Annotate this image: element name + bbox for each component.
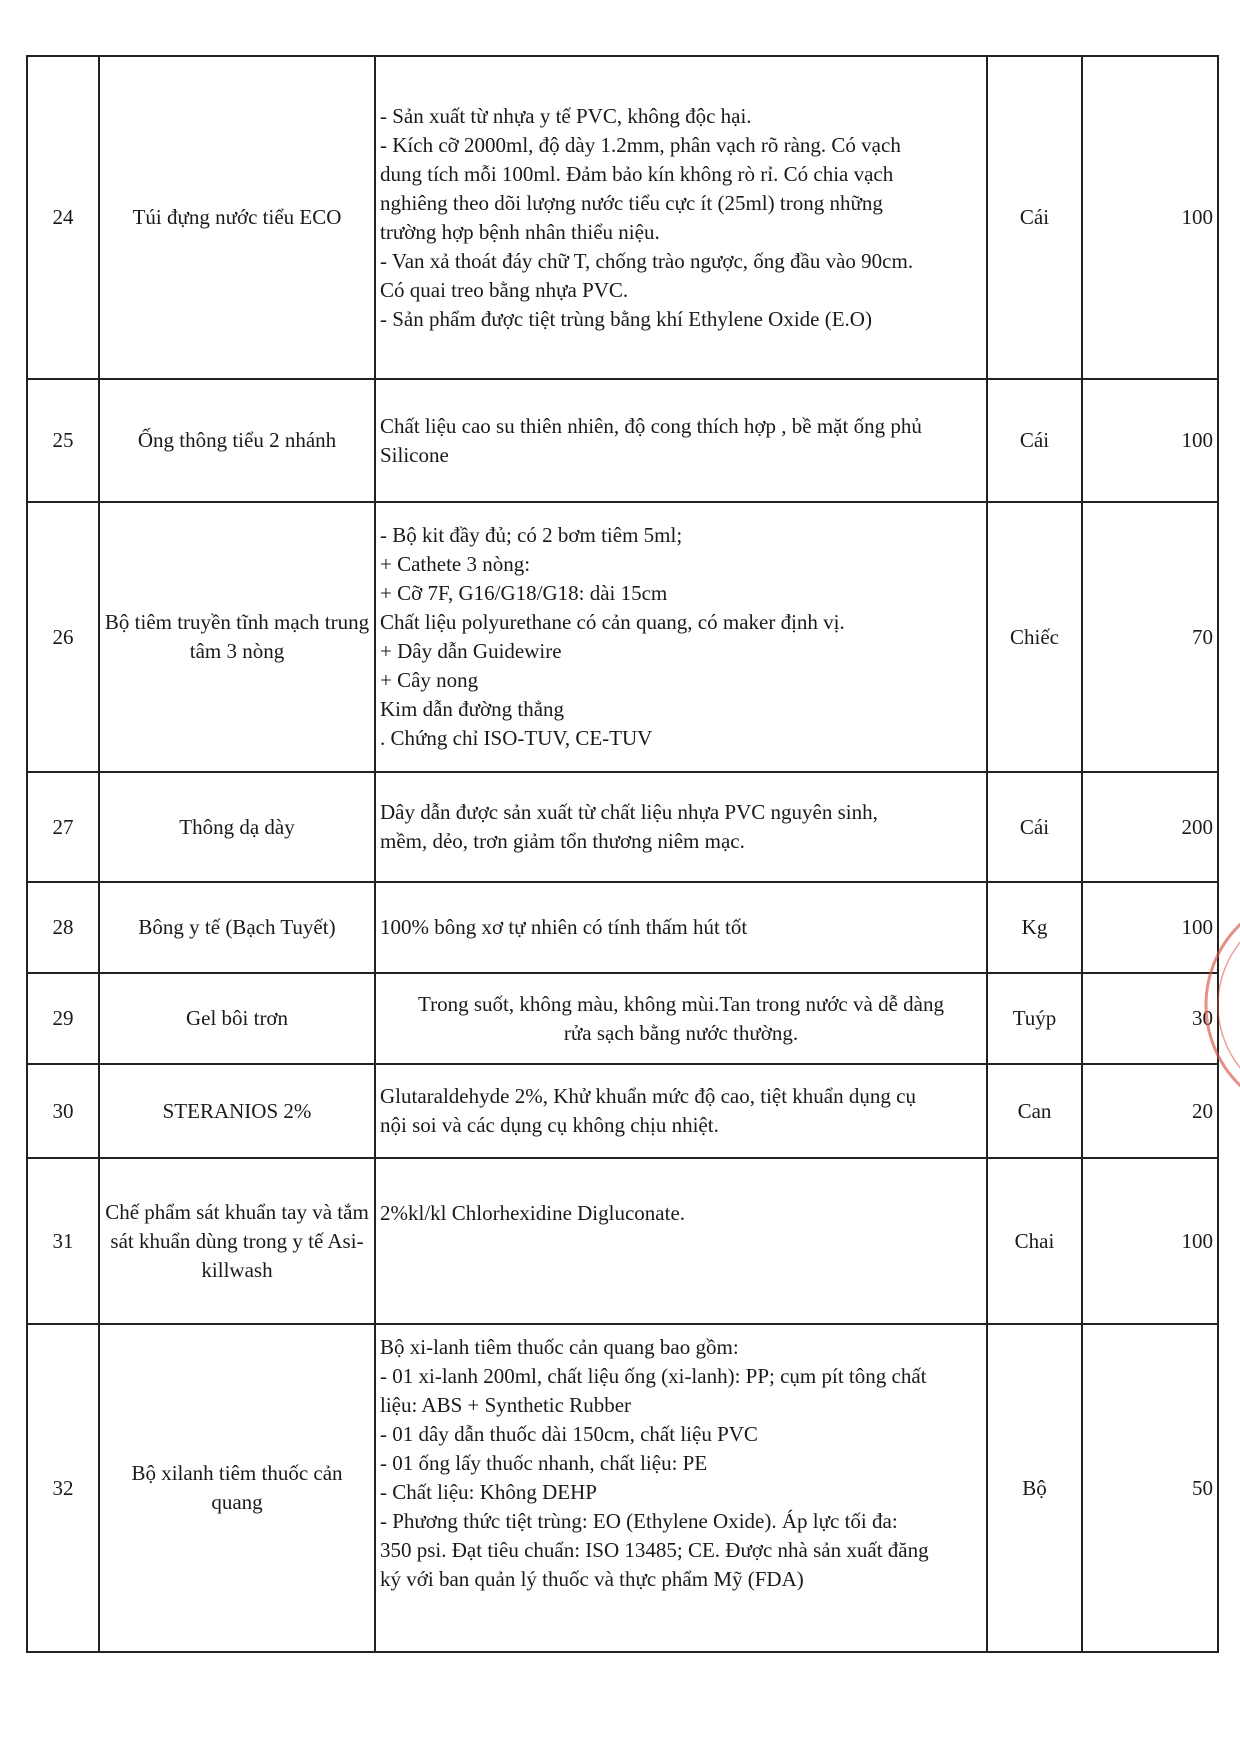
item-name: Bộ xilanh tiêm thuốc cản quang <box>99 1324 375 1652</box>
description-line: - 01 dây dẫn thuốc dài 150cm, chất liệu PVC <box>380 1422 758 1446</box>
description-line: rửa sạch bằng nước thường. <box>563 1020 799 1045</box>
description-line: - Kích cỡ 2000ml, độ dày 1.2mm, phân vạch rõ ràng. Có vạch <box>380 132 901 157</box>
description-line: dung tích mỗi 100ml. Đảm bảo kín không rò rỉ. Có chia vạch <box>380 161 894 186</box>
description-line: Chất liệu polyurethane có cản quang, có maker định vị. <box>380 610 845 634</box>
description-line: Dây dẫn được sản xuất từ chất liệu nhựa PVC nguyên sinh, <box>380 800 878 824</box>
description-line: - Phương thức tiệt trùng: EO (Ethylene Oxide). Áp lực tối đa: <box>380 1509 898 1533</box>
description-line: nội soi và các dụng cụ không chịu nhiệt. <box>380 1113 719 1137</box>
description-line: - Bộ kit đầy đủ; có 2 bơm tiêm 5ml; <box>380 523 683 547</box>
table-row <box>27 1158 1218 1324</box>
table-row <box>27 973 1218 1064</box>
row-number: 26 <box>27 502 99 772</box>
item-name: Ống thông tiểu 2 nhánh <box>99 379 375 502</box>
row-number: 25 <box>27 379 99 502</box>
table-row <box>27 379 1218 502</box>
quantity-cell: 100 <box>1082 379 1218 502</box>
item-name: Bộ tiêm truyền tĩnh mạch trung tâm 3 nòng <box>99 502 375 772</box>
description-line: 350 psi. Đạt tiêu chuẩn: ISO 13485; CE. Được nhà sản xuất đăng <box>380 1538 929 1562</box>
description-line: - Sản phẩm được tiệt trùng bằng khí Ethylene Oxide (E.O) <box>380 306 872 331</box>
unit-cell: Kg <box>987 882 1082 973</box>
description-line: + Cathete 3 nòng: <box>380 552 531 576</box>
item-description <box>375 882 987 973</box>
equipment-spec-table <box>26 55 1219 1653</box>
unit-cell: Bộ <box>987 1324 1082 1652</box>
description-line: . Chứng chỉ ISO-TUV, CE-TUV <box>380 726 653 750</box>
description-line: - Van xả thoát đáy chữ T, chống trào ngược, ống đầu vào 90cm. <box>380 248 914 273</box>
quantity-cell: 100 <box>1082 1158 1218 1324</box>
item-description <box>375 379 987 502</box>
unit-cell: Chai <box>987 1158 1082 1324</box>
row-number: 29 <box>27 973 99 1064</box>
item-name: Thông dạ dày <box>99 772 375 882</box>
unit-cell: Cái <box>987 772 1082 882</box>
description-line: + Cây nong <box>380 668 479 692</box>
quantity-cell: 70 <box>1082 502 1218 772</box>
quantity-cell: 200 <box>1082 772 1218 882</box>
row-number: 31 <box>27 1158 99 1324</box>
item-description <box>375 772 987 882</box>
table-body <box>27 56 1218 1652</box>
table-row <box>27 56 1218 379</box>
item-name: Chế phẩm sát khuẩn tay và tắm sát khuẩn dùng trong y tế Asi-killwash <box>99 1158 375 1324</box>
row-number: 28 <box>27 882 99 973</box>
description-line: + Cỡ 7F, G16/G18/G18: dài 15cm <box>380 581 668 605</box>
description-line: mềm, dẻo, trơn giảm tổn thương niêm mạc. <box>380 829 745 853</box>
seal-stamp-icon <box>1198 905 1240 1105</box>
table-row <box>27 502 1218 772</box>
item-name: STERANIOS 2% <box>99 1064 375 1158</box>
quantity-cell: 50 <box>1082 1324 1218 1652</box>
item-description <box>375 973 987 1064</box>
description-line: liệu: ABS + Synthetic Rubber <box>380 1393 632 1417</box>
description-line: 100% bông xơ tự nhiên có tính thấm hút tốt <box>380 915 748 939</box>
description-line: Chất liệu cao su thiên nhiên, độ cong thích hợp , bề mặt ống phủ <box>380 413 922 438</box>
item-name: Bông y tế (Bạch Tuyết) <box>99 882 375 973</box>
description-line: Có quai treo bằng nhựa PVC. <box>380 277 629 302</box>
description-line: trường hợp bệnh nhân thiểu niệu. <box>380 219 660 244</box>
seal-stamp-fragment <box>1198 905 1240 1105</box>
description-line: ký với ban quản lý thuốc và thực phẩm Mỹ (FDA) <box>380 1567 804 1591</box>
quantity-cell: 30 <box>1082 973 1218 1064</box>
row-number: 27 <box>27 772 99 882</box>
description-line: nghiêng theo dõi lượng nước tiểu cực ít (25ml) trong những <box>380 190 883 215</box>
table-row <box>27 882 1218 973</box>
row-number: 24 <box>27 56 99 379</box>
description-line: Silicone <box>380 442 449 467</box>
description-line: - Chất liệu: Không DEHP <box>380 1480 597 1504</box>
unit-cell: Chiếc <box>987 502 1082 772</box>
unit-cell: Cái <box>987 379 1082 502</box>
item-description <box>375 1064 987 1158</box>
description-line: + Dây dẫn Guidewire <box>380 639 562 663</box>
quantity-cell: 100 <box>1082 56 1218 379</box>
item-description <box>375 1324 987 1652</box>
row-number: 32 <box>27 1324 99 1652</box>
row-number: 30 <box>27 1064 99 1158</box>
description-line: - Sản xuất từ nhựa y tế PVC, không độc hại. <box>380 103 752 128</box>
item-description <box>375 502 987 772</box>
table-row <box>27 1064 1218 1158</box>
description-line: 2%kl/kl Chlorhexidine Digluconate. <box>380 1201 686 1225</box>
description-line: Trong suốt, không màu, không mùi.Tan trong nước và dễ dàng <box>418 991 944 1016</box>
item-name: Gel bôi trơn <box>99 973 375 1064</box>
description-line: - 01 ống lấy thuốc nhanh, chất liệu: PE <box>380 1451 708 1475</box>
table-row <box>27 772 1218 882</box>
description-line: Bộ xi-lanh tiêm thuốc cản quang bao gồm: <box>380 1335 739 1359</box>
item-description <box>375 1158 987 1324</box>
unit-cell: Tuýp <box>987 973 1082 1064</box>
quantity-cell: 100 <box>1082 882 1218 973</box>
item-description <box>375 56 987 379</box>
unit-cell: Can <box>987 1064 1082 1158</box>
quantity-cell: 20 <box>1082 1064 1218 1158</box>
description-line: - 01 xi-lanh 200ml, chất liệu ống (xi-lanh): PP; cụm pít tông chất <box>380 1364 927 1388</box>
unit-cell: Cái <box>987 56 1082 379</box>
table-row <box>27 1324 1218 1652</box>
description-line: Glutaraldehyde 2%, Khử khuẩn mức độ cao, tiệt khuẩn dụng cụ <box>380 1084 916 1108</box>
item-name: Túi đựng nước tiểu ECO <box>99 56 375 379</box>
description-line: Kim dẫn đường thẳng <box>380 697 565 721</box>
